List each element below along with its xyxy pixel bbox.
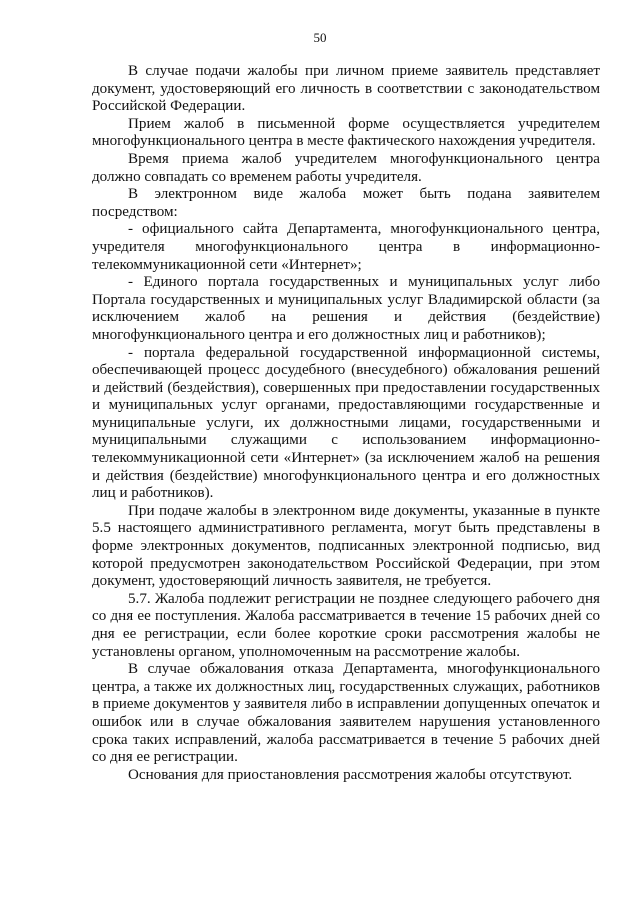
document-body	[92, 63, 600, 784]
list-item-official-site: - официального сайта Департамента, многофункционального центра, учредителя многофункционального центра в информационно-телекоммуникационной сети «Интернет»;	[92, 221, 600, 273]
paragraph-written-submission: Прием жалоб в письменной форме осуществляется учредителем многофункционального центра в месте фактического нахождения учредителя.	[92, 115, 600, 150]
list-item-unified-portal: - Единого портала государственных и муниципальных услуг либо Портала государственных и муниципальных услуг Владимирской области (за исключением жалоб на решения и действия (бездействие) многофункционального центра и его должностных лиц и работников);	[92, 274, 600, 343]
paragraph-personal-submission: В случае подачи жалобы при личном приеме заявитель представляет документ, удостоверяющий его личность в соответствии с законодательством Российской Федерации.	[92, 63, 600, 115]
paragraph-refusal-appeal: В случае обжалования отказа Департамента, многофункционального центра, а также их должностных лиц, государственных служащих, работников в приеме документов у заявителя либо в исправлении допущенных опечаток и ошибок или в случае обжалования заявителем нарушения установленного срока таких исправлений, жалоба рассматривается в течение 5 рабочих дней со дня ее регистрации.	[92, 661, 600, 766]
paragraph-electronic-intro: В электронном виде жалоба может быть подана заявителем посредством:	[92, 186, 600, 220]
paragraph-registration-terms: 5.7. Жалоба подлежит регистрации не позднее следующего рабочего дня со дня ее поступления. Жалоба рассматривается в течение 15 рабочих дней со дня ее регистрации, если более короткие сроки рассмотрения жалобы не установлены органом, уполномоченным на рассмотрение жалобы.	[92, 590, 600, 660]
paragraph-no-suspension: Основания для приостановления рассмотрения жалобы отсутствуют.	[128, 766, 573, 783]
paragraph-electronic-documents: При подаче жалобы в электронном виде документы, указанные в пункте 5.5 настоящего административного регламента, могут быть представлены в форме электронных документов, подписанных электронной подписью, вид которой предусмотрен законодательством Российской Федерации, при этом документ, удостоверяющий личность заявителя, не требуется.	[92, 502, 600, 590]
paragraph-reception-hours: Время приема жалоб учредителем многофункционального центра должно совпадать со временем работы учредителя.	[92, 150, 600, 185]
list-item-federal-portal: - портала федеральной государственной информационной системы, обеспечивающей процесс досудебного (внесудебного) обжалования решений и действий (бездействия), совершенных при предоставлении государственных и муниципальных услуг органами, предоставляющими государственные и муниципальные услуги, их должностными лицами, государственными и муниципальными служащими с использованием информационно-телекоммуникационной сети «Интернет» (за исключением жалоб на решения и действия (бездействие) многофункционального центра и его должностных лиц и работников).	[92, 344, 600, 502]
page-number: 50	[313, 30, 327, 45]
